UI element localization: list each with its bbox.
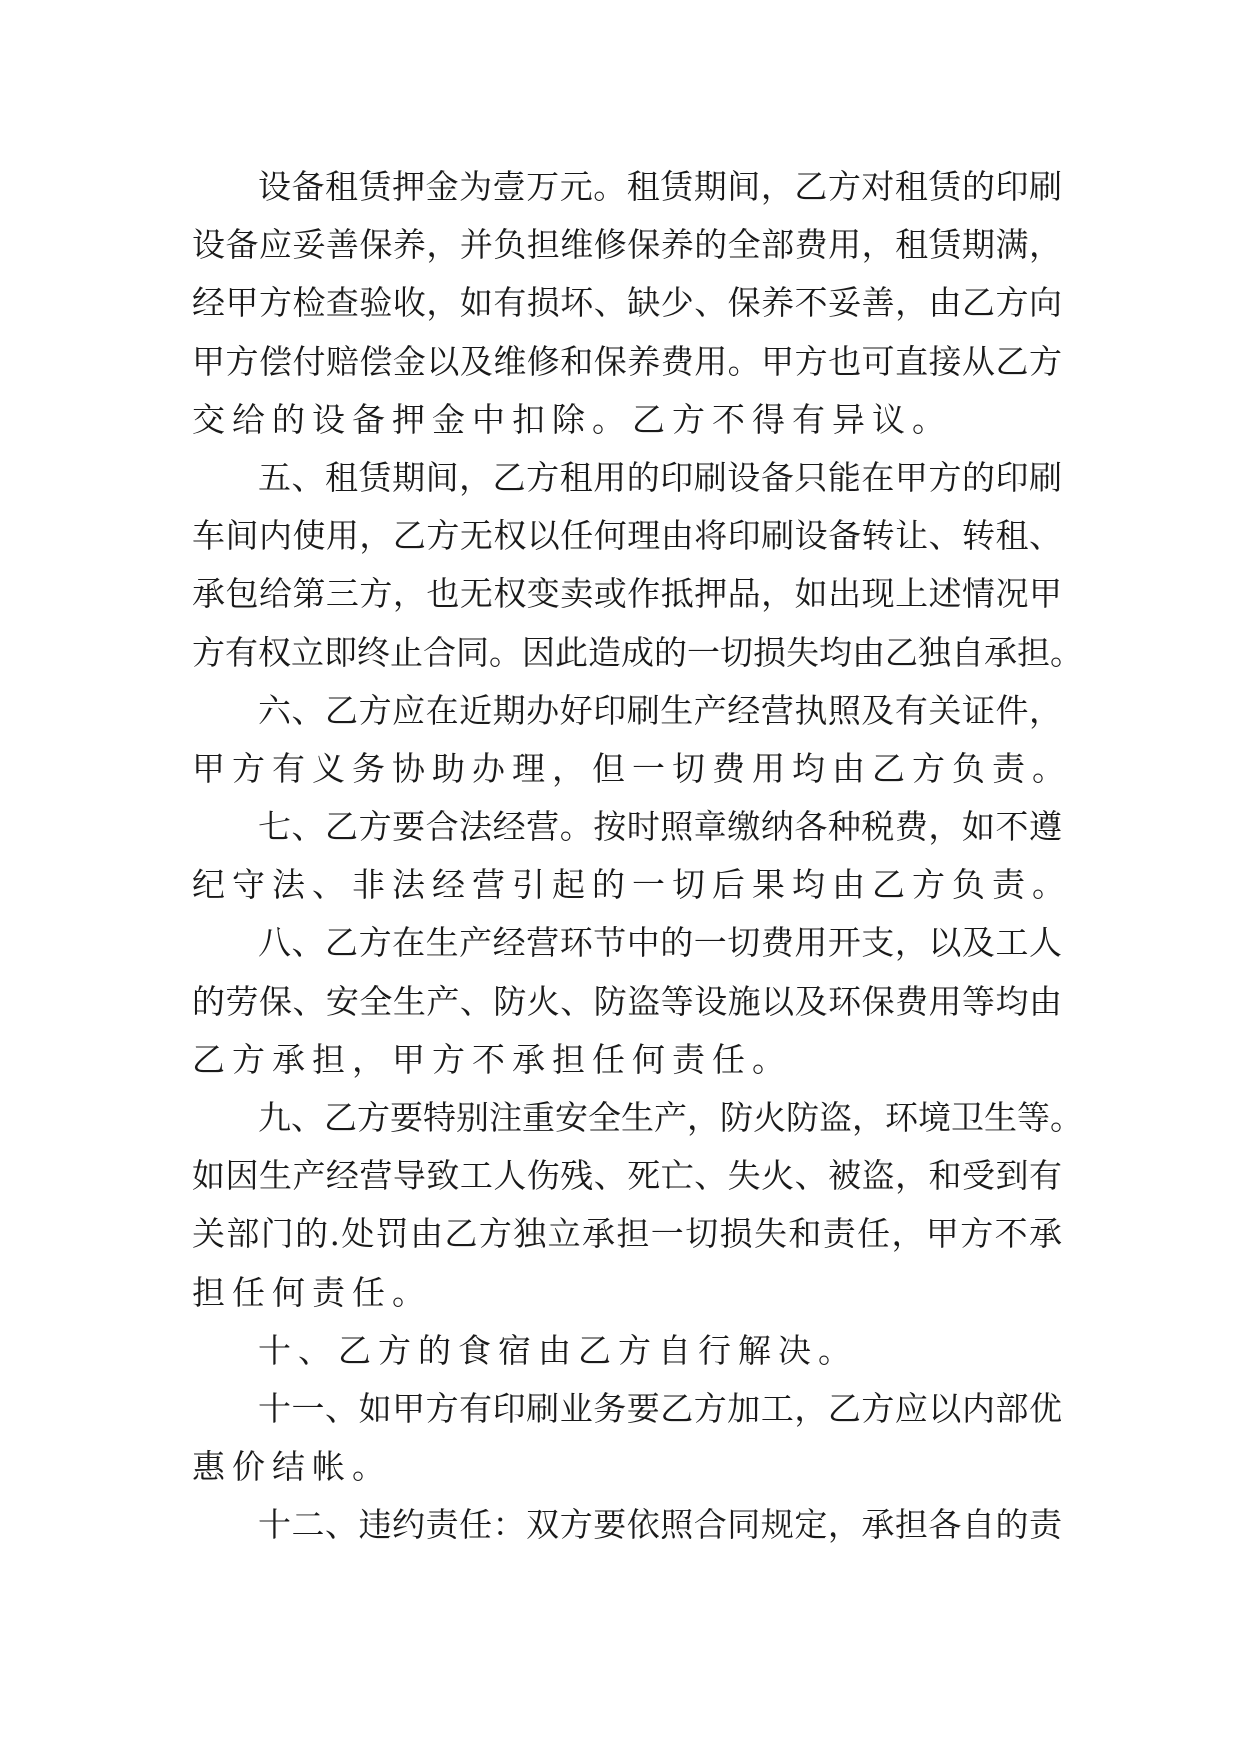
- text-line: 车间内使用，乙方无权以任何理由将印刷设备转让、转租、: [192, 516, 1062, 556]
- text-line: 如因生产经营导致工人伤残、死亡、失火、被盗，和受到有: [192, 1156, 1062, 1196]
- document-body: [192, 158, 1083, 1555]
- text-line: 十、乙方的食宿由乙方自行解决。: [258, 1330, 858, 1370]
- text-line: 承包给第三方，也无权变卖或作抵押品，如出现上述情况甲: [192, 574, 1062, 614]
- text-line: 十一、如甲方有印刷业务要乙方加工，乙方应以内部优: [258, 1388, 1062, 1428]
- text-line: 交给的设备押金中扣除。乙方不得有异议。: [192, 399, 952, 439]
- text-line: 设备租赁押金为壹万元。租赁期间，乙方对租赁的印刷: [258, 167, 1062, 206]
- text-line: 的劳保、安全生产、防火、防盗等设施以及环保费用等均由: [192, 981, 1062, 1021]
- text-line: 五、租赁期间，乙方租用的印刷设备只能在甲方的印刷: [258, 457, 1062, 497]
- text-line: 纪守法、非法经营引起的一切后果均由乙方负责。: [192, 865, 1072, 905]
- text-line: 七、乙方要合法经营。按时照章缴纳各种税费，如不遵: [258, 807, 1062, 847]
- text-line: 甲方有义务协助办理，但一切费用均由乙方负责。: [192, 748, 1072, 788]
- text-line: 八、乙方在生产经营环节中的一切费用开支，以及工人: [258, 923, 1062, 963]
- text-line: 甲方偿付赔偿金以及维修和保养费用。甲方也可直接从乙方: [192, 341, 1062, 381]
- text-line: 设备应妥善保养，并负担维修保养的全部费用，租赁期满，: [192, 225, 1062, 265]
- text-line: 六、乙方应在近期办好印刷生产经营执照及有关证件，: [258, 690, 1062, 730]
- text-line: 关部门的.处罚由乙方独立承担一切损失和责任，甲方不承: [192, 1214, 1062, 1254]
- text-line: 十二、违约责任：双方要依照合同规定，承担各自的责: [258, 1505, 1062, 1545]
- text-line: 九、乙方要特别注重安全生产，防火防盗，环境卫生等。: [258, 1098, 1083, 1137]
- text-line: 经甲方检查验收，如有损坏、缺少、保养不妥善，由乙方向: [192, 283, 1062, 323]
- text-line: 方有权立即终止合同。因此造成的一切损失均由乙独自承担。: [192, 632, 1083, 672]
- text-line: 乙方承担，甲方不承担任何责任。: [192, 1039, 792, 1079]
- text-line: 惠价结帐。: [192, 1447, 392, 1487]
- text-line: 担任何责任。: [192, 1272, 432, 1312]
